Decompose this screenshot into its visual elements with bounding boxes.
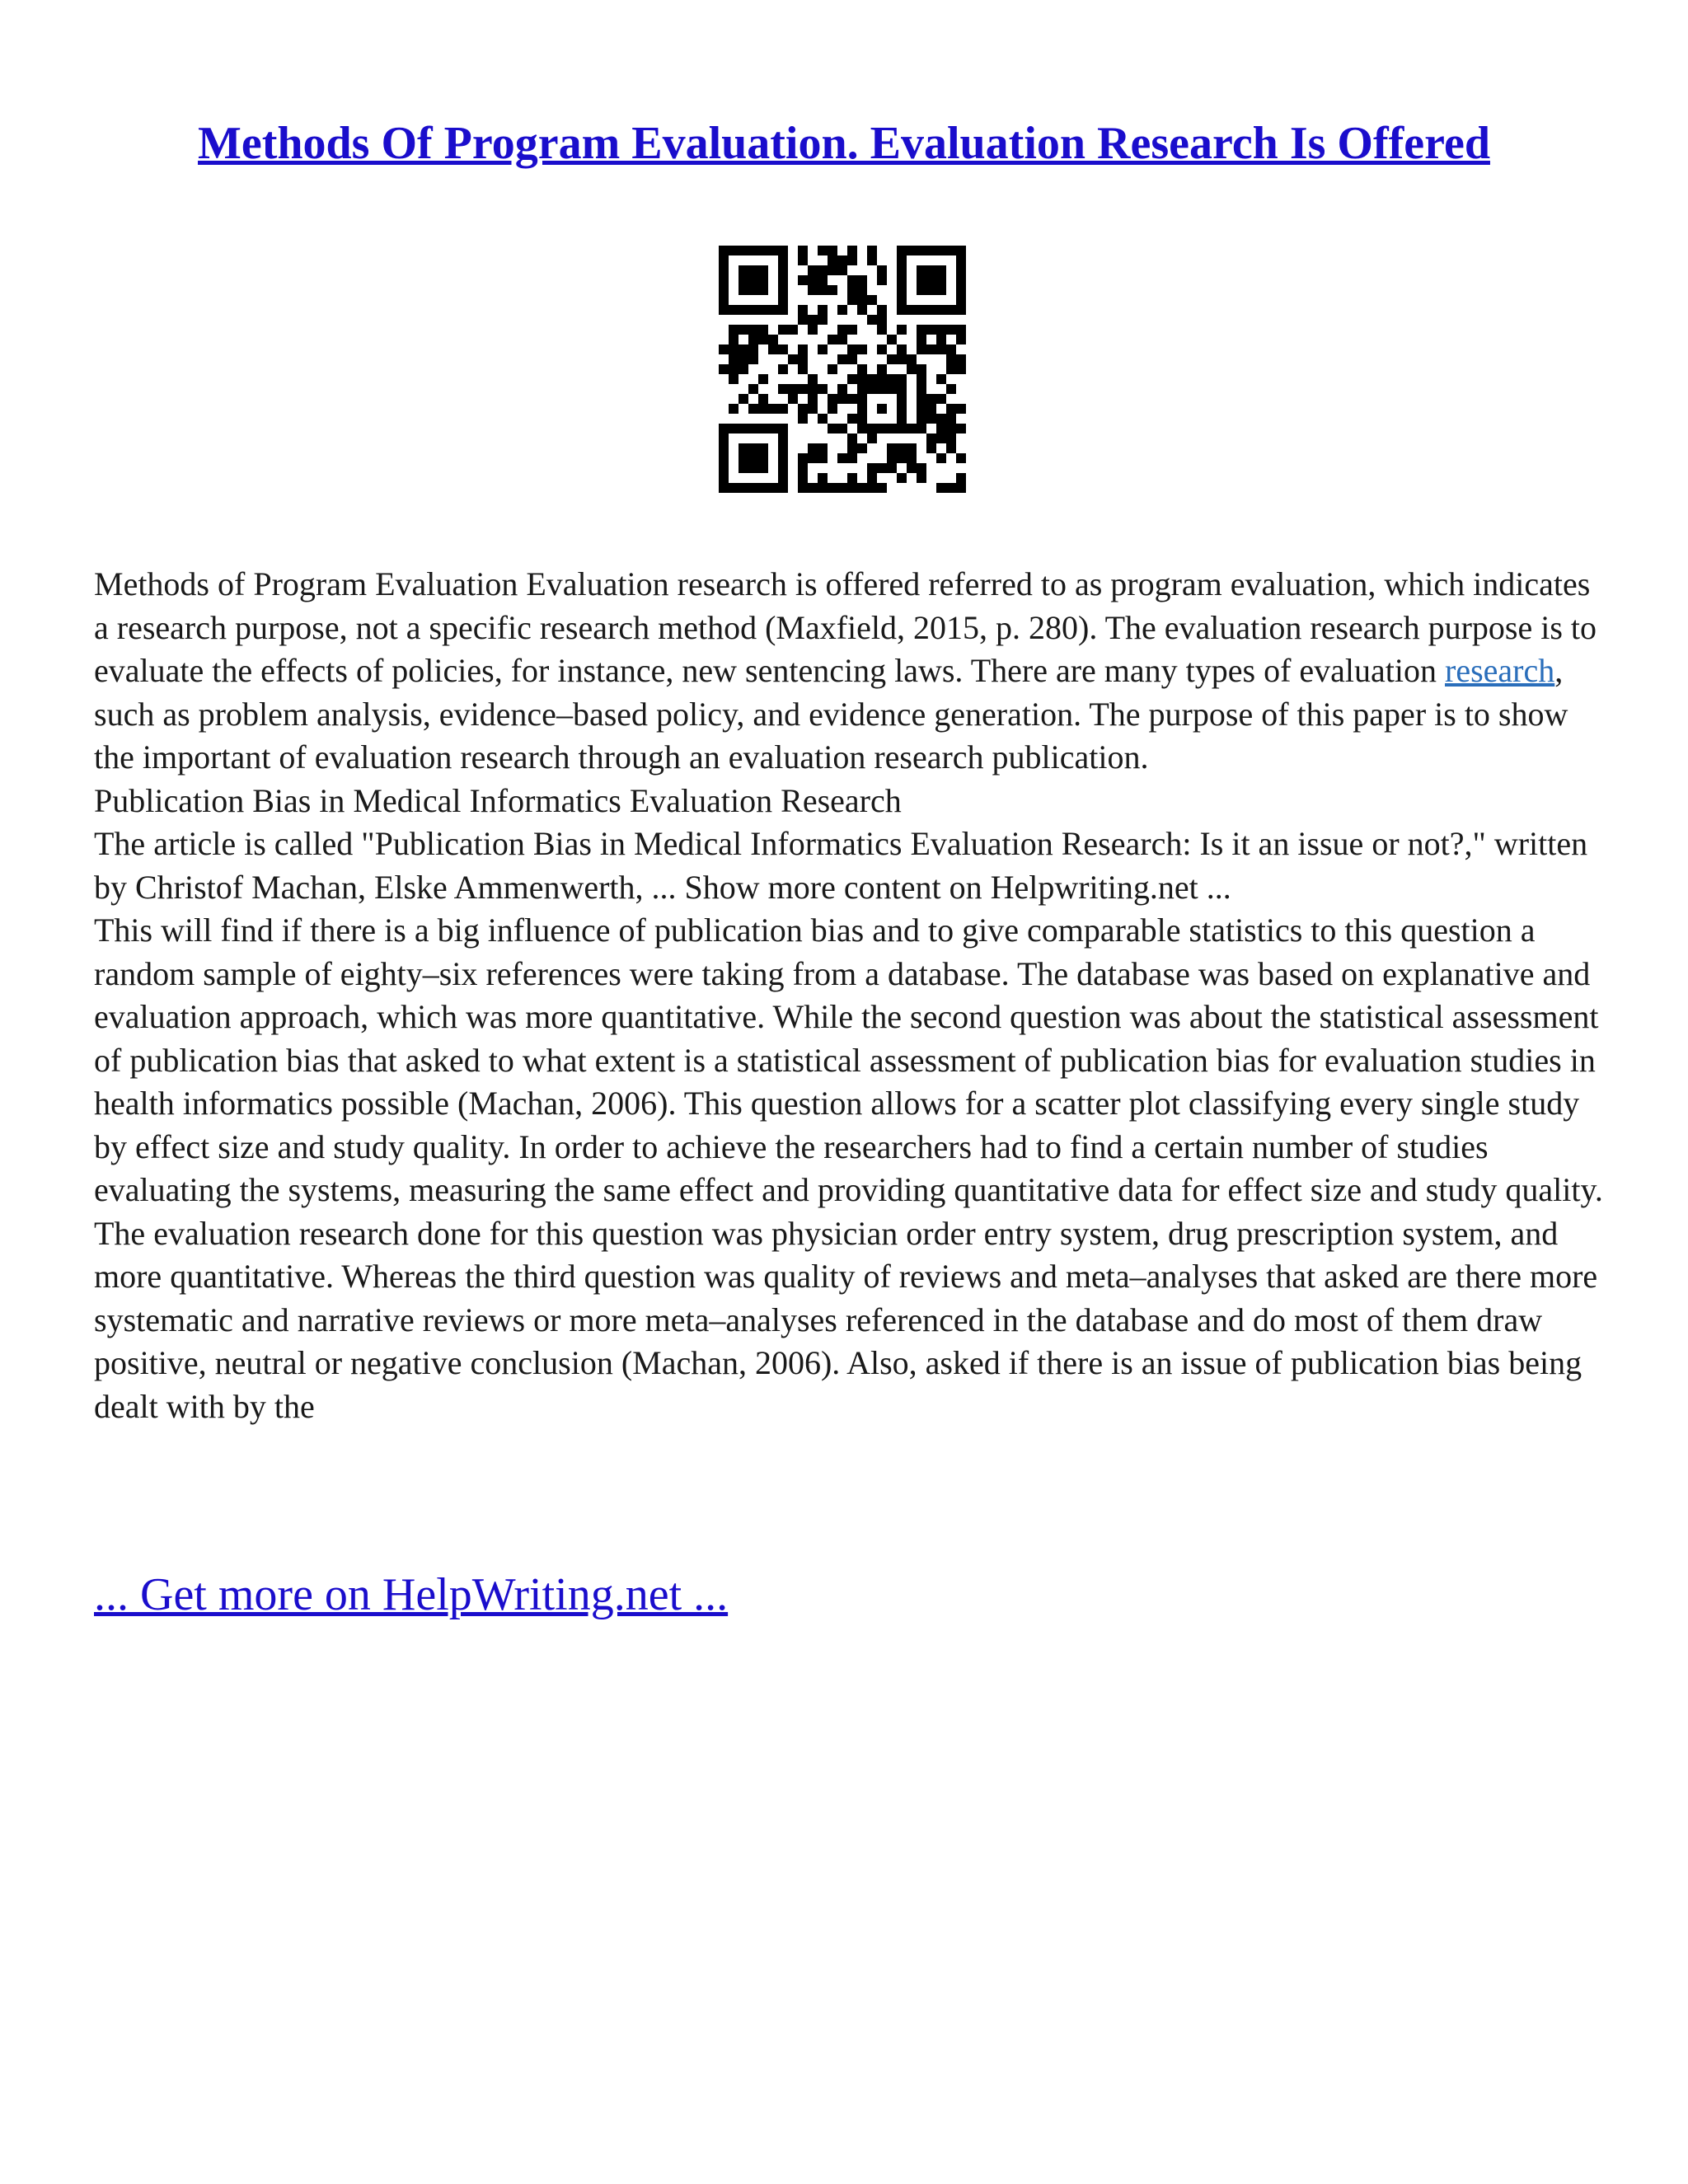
- intro-paragraph: [94, 563, 1611, 780]
- page-title: [0, 114, 1688, 173]
- qr-code-icon: [719, 246, 966, 493]
- intro-text-start: Methods of Program Evaluation Evaluation research is offered referred to as program evaluation, which indicates a research purpose, not a specific research method (Maxfield, 2015, p. 280). The evaluation research purpose is to evaluate the effects of policies, for instance, new sentencing laws. There are many types of evaluation: [94, 565, 1597, 689]
- article-body: [94, 563, 1611, 1428]
- get-more-link[interactable]: ... Get more on HelpWriting.net ...: [94, 1569, 729, 1620]
- article-paragraph: The article is called "Publication Bias in Medical Informatics Evaluation Research: Is it an issue or not?," written by Christof Machan, Elske Ammenwerth, ... Show more content on Helpwriting.net ...: [94, 825, 1588, 906]
- research-link[interactable]: research: [1445, 652, 1555, 689]
- article-paragraph-continued: This will find if there is a big influence of publication bias and to give comparable statistics to this question a random sample of eighty–six references were taking from a database. The database was based on explanative and evaluation approach, which was more quantitative. While the second question was about the statistical assessment of publication bias that asked to what extent is a statistical assessment of publication bias for evaluation studies in health informatics possible (Machan, 2006). This question allows for a scatter plot classifying every single study by effect size and study quality. In order to achieve the researchers had to find a certain number of studies evaluating the systems, measuring the same effect and providing quantitative data for effect size and study quality. The evaluation research done for this question was physician order entry system, drug prescription system, and more quantitative. Whereas the third question was quality of reviews and meta–analyses that asked are there more systematic and narrative reviews or more meta–analyses referenced in the database and do most of them draw positive, neutral or negative conclusion (Machan, 2006). Also, asked if there is an issue of publication bias being dealt with by the: [94, 912, 1603, 1425]
- section-subheading: Publication Bias in Medical Informatics Evaluation Research: [94, 781, 902, 819]
- title-link[interactable]: Methods Of Program Evaluation. Evaluation Research Is Offered: [198, 118, 1490, 169]
- get-more-section: [94, 1566, 728, 1624]
- intro-text-end: , such as problem analysis, evidence–based policy, and evidence generation. The purpose of this paper is to show the important of evaluation research through an evaluation research publication.: [94, 652, 1568, 776]
